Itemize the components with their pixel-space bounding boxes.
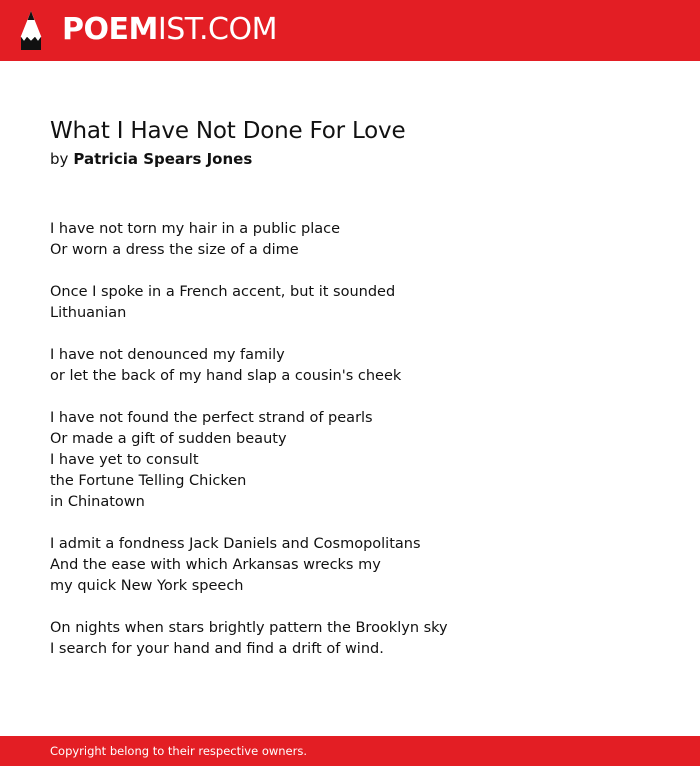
poem-line: the Fortune Telling Chicken (50, 473, 247, 489)
copyright-text: Copyright belong to their respective owners. (50, 744, 308, 758)
poem-line: my quick New York speech (50, 578, 244, 594)
brand-light: IST.COM (157, 12, 277, 47)
poem-body (50, 219, 650, 681)
author-name: Patricia Spears Jones (73, 150, 253, 168)
poem-line: And the ease with which Arkansas wrecks my (50, 557, 381, 573)
poem-line: On nights when stars brightly pattern the Brooklyn sky (50, 620, 448, 636)
site-logo-text[interactable] (62, 12, 277, 48)
site-header (0, 0, 700, 61)
poem-line: Or made a gift of sudden beauty (50, 431, 287, 447)
byline (50, 148, 252, 170)
poem-line: I have yet to consult (50, 452, 199, 468)
poem-line: in Chinatown (50, 494, 145, 510)
poem-title: What I Have Not Done For Love (50, 118, 406, 144)
brand-bold: POEM (62, 12, 158, 47)
by-label: by (50, 150, 69, 168)
stanza (50, 219, 650, 261)
poem-line: Once I spoke in a French accent, but it sounded (50, 284, 396, 300)
poem-line: Lithuanian (50, 305, 127, 321)
site-footer (0, 736, 700, 766)
poem-line: Or worn a dress the size of a dime (50, 242, 299, 258)
poem-line: I have not found the perfect strand of pearls (50, 410, 373, 426)
stanza (50, 345, 650, 387)
stanza (50, 282, 650, 324)
stanza (50, 534, 650, 597)
pencil-icon[interactable] (18, 9, 44, 52)
poem-line: I have not denounced my family (50, 347, 285, 363)
poem-line: or let the back of my hand slap a cousin's cheek (50, 368, 402, 384)
stanza (50, 408, 650, 513)
poem-line: I admit a fondness Jack Daniels and Cosmopolitans (50, 536, 421, 552)
poem-line: I search for your hand and find a drift of wind. (50, 641, 384, 657)
poem-line: I have not torn my hair in a public place (50, 221, 341, 237)
stanza (50, 618, 650, 660)
